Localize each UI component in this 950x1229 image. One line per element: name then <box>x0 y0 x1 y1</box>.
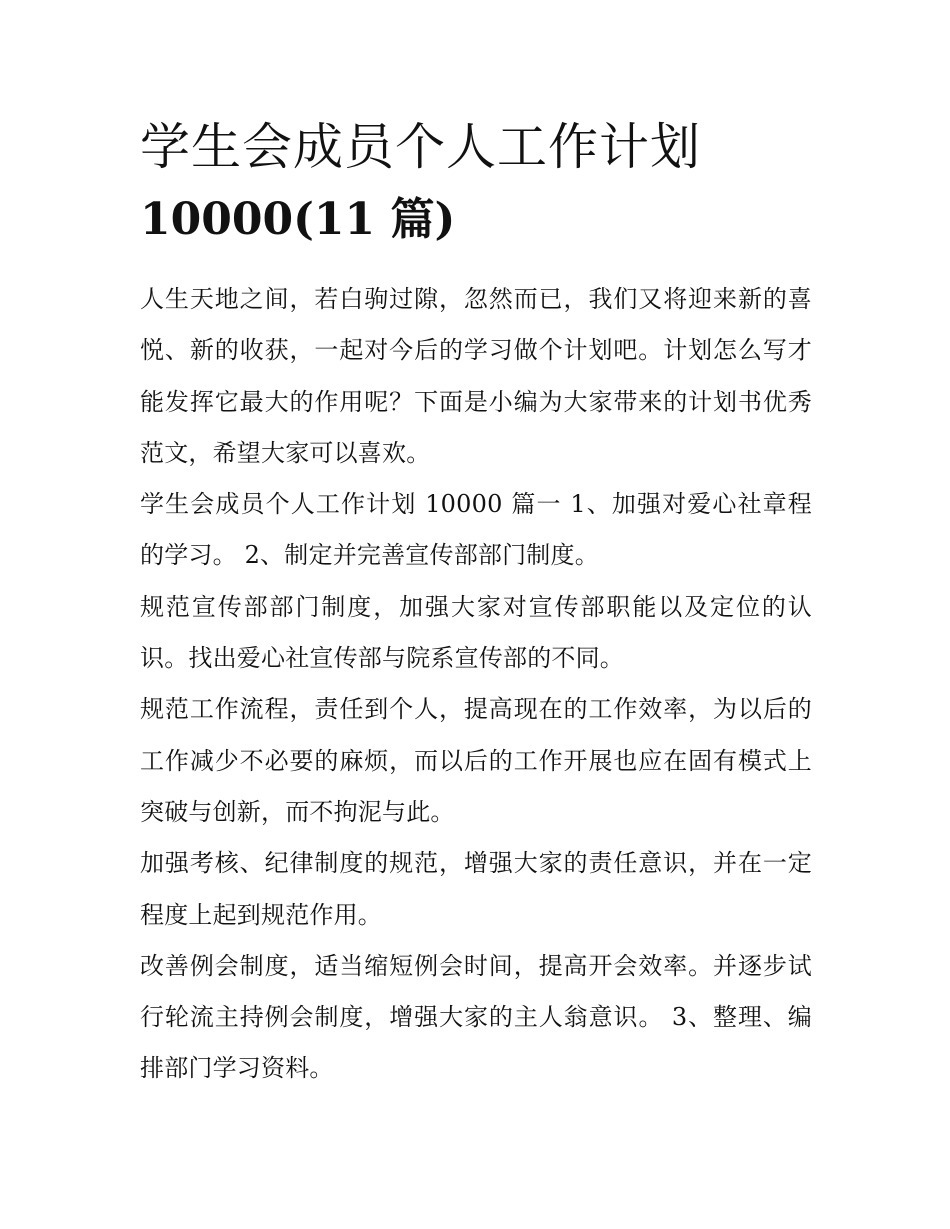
paragraph-meetings: 改善例会制度，适当缩短例会时间，提高开会效率。并逐步试行轮流主持例会制度，增强大家的主人翁意识。 3、整理、编排部门学习资料。 <box>140 951 812 1083</box>
title-line-1: 学生会成员个人工作计划 <box>140 118 701 176</box>
document-title <box>140 112 820 258</box>
paragraph-plan-one: 学生会成员个人工作计划 10000 篇一 1、加强对爱心社章程的学习。 2、制定并完善宣传部部门制度。 <box>140 490 812 570</box>
paragraph-publicity-rules: 规范宣传部部门制度，加强大家对宣传部职能以及定位的认识。找出爱心社宣传部与院系宣传部的不同。 <box>140 592 812 673</box>
title-line-2: 10000(11 篇) <box>140 194 456 245</box>
document-body <box>140 274 812 1095</box>
paragraph-intro: 人生天地之间，若白驹过隙，忽然而已，我们又将迎来新的喜悦、新的收获，一起对今后的学习做个计划吧。计划怎么写才能发挥它最大的作用呢？下面是小编为大家带来的计划书优秀范文，希望大家可以喜欢。 <box>140 285 812 467</box>
paragraph-discipline: 加强考核、纪律制度的规范，增强大家的责任意识，并在一定程度上起到规范作用。 <box>140 849 812 929</box>
paragraph-workflow: 规范工作流程，责任到个人，提高现在的工作效率，为以后的工作减少不必要的麻烦，而以后的工作开展也应在固有模式上突破与创新，而不拘泥与此。 <box>140 695 812 826</box>
